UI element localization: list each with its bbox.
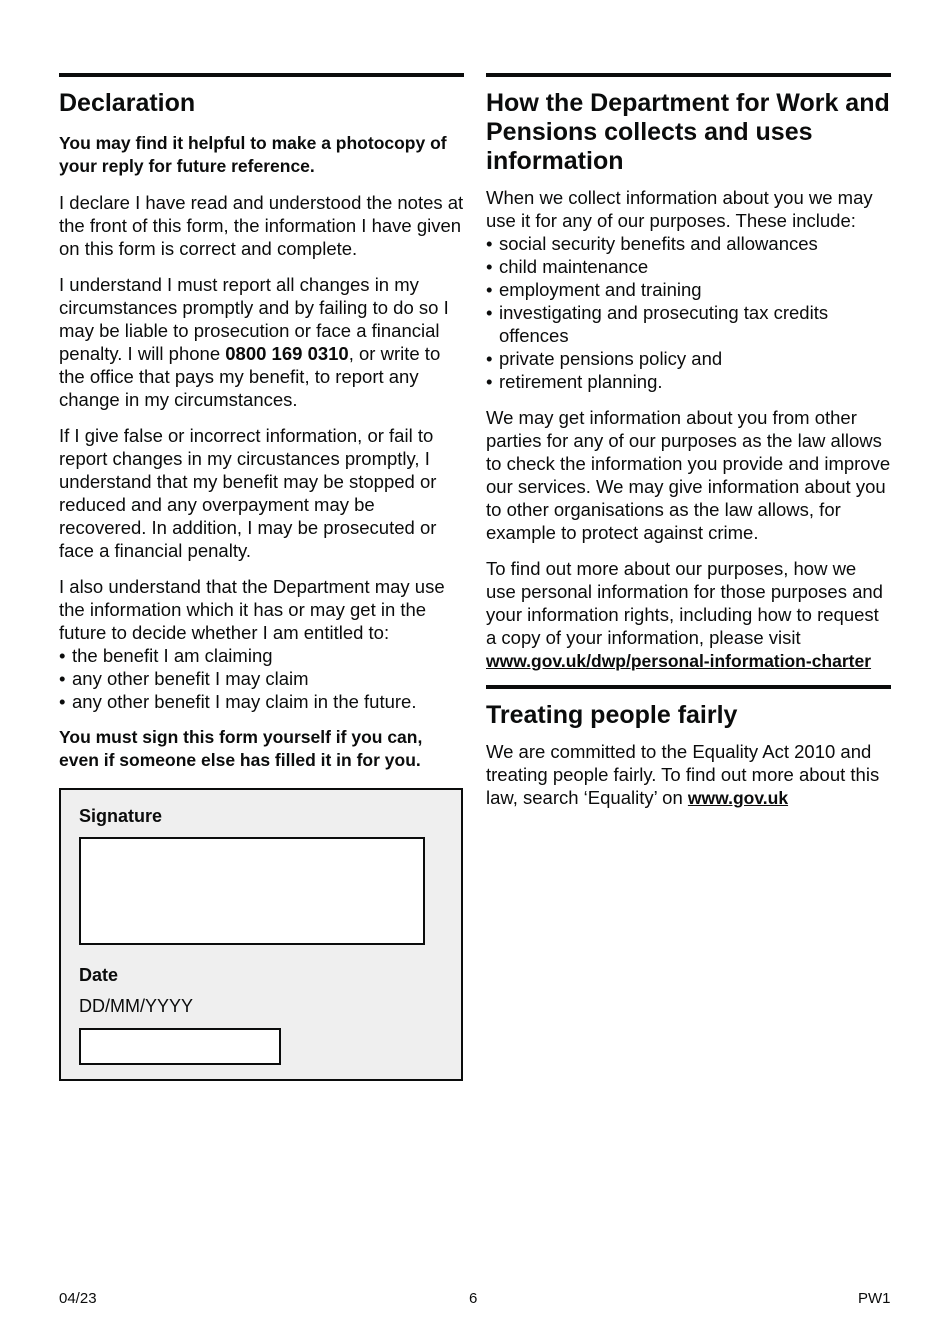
gov-uk-link[interactable]: www.gov.uk [687, 788, 789, 808]
treating-fairly-text [486, 740, 891, 810]
treating-fairly-heading: Treating people fairly [486, 701, 738, 729]
page-number: 6 [469, 1290, 478, 1307]
date-label: Date [79, 965, 119, 985]
entitlement-list [59, 644, 464, 713]
list-item: • any other benefit I may claim in the future. [59, 690, 464, 713]
phone-number: 0800 169 0310 [225, 343, 349, 364]
declaration-section [59, 73, 464, 1081]
list-item: • private pensions policy and [486, 347, 891, 370]
declaration-para-2-start: I understand I must report all changes in my circumstances promptly and by failing to do so I may be liable to prosecution or face a financial penalty. I will phone [59, 274, 449, 364]
purposes-list [486, 232, 891, 393]
dwp-para-3 [486, 557, 891, 673]
declaration-para-1: I declare I have read and understood the notes at the front of this form, the information I have given on this form is correct and complete. [59, 192, 464, 259]
date-format-hint: DD/MM/YYYY [79, 996, 194, 1016]
dwp-para-3-text: To find out more about our purposes, how we use personal information for those purposes and your information rights, including how to request a copy of your information, please visit [486, 558, 883, 648]
photocopy-note: You may find it helpful to make a photocopy of your reply for future reference. [59, 133, 447, 176]
signature-field[interactable] [79, 837, 425, 945]
dwp-intro: When we collect information about you we may use it for any of our purposes. These include: [486, 187, 873, 231]
list-item: • retirement planning. [486, 370, 891, 393]
treating-fairly-body: We are committed to the Equality Act 2010 and treating people fairly. To find out more about this law, search ‘Equality’ on [486, 741, 880, 808]
dwp-information-section [486, 73, 891, 823]
declaration-para-3: If I give false or incorrect information, or fail to report changes in my circustances promptly, I understand that my benefit may be stopped or reduced and any overpayment may be recovered. In addition, I may be prosecuted or face a financial penalty. [59, 425, 437, 561]
list-item: • investigating and prosecuting tax credits offences [486, 301, 891, 347]
sign-instruction: You must sign this form yourself if you can, even if someone else has filled it in for you. [59, 727, 423, 770]
declaration-para-2-end: , or write to the office that pays my benefit, to report any change in my circumstances. [59, 343, 441, 410]
footer-date-code: 04/23 [59, 1290, 97, 1307]
signature-label: Signature [79, 806, 163, 826]
dwp-heading: How the Department for Work and Pensions collects and uses information [486, 89, 890, 175]
declaration-para-2 [59, 273, 464, 411]
list-item: • social security benefits and allowances [486, 232, 891, 255]
list-item: • child maintenance [486, 255, 891, 278]
declaration-para-4: I also understand that the Department may use the information which it has or may get in the future to decide whether I am entitled to: [59, 576, 445, 643]
date-field[interactable] [79, 1028, 281, 1065]
list-item: • the benefit I am claiming [59, 644, 464, 667]
list-item: • any other benefit I may claim [59, 667, 464, 690]
declaration-heading: Declaration [59, 89, 196, 117]
dwp-para-2: We may get information about you from other parties for any of our purposes as the law allows to check the information you provide and improve our services. We may give information about you to other organisations as the law allows, for example to protect against crime. [486, 407, 891, 543]
section-divider [486, 73, 891, 77]
personal-information-charter-link[interactable]: www.gov.uk/dwp/personal-information-charter [486, 651, 872, 671]
form-code: PW1 [858, 1290, 891, 1307]
signature-panel [59, 788, 463, 1081]
list-item: • employment and training [486, 278, 891, 301]
section-divider [486, 685, 891, 689]
section-divider [59, 73, 464, 77]
